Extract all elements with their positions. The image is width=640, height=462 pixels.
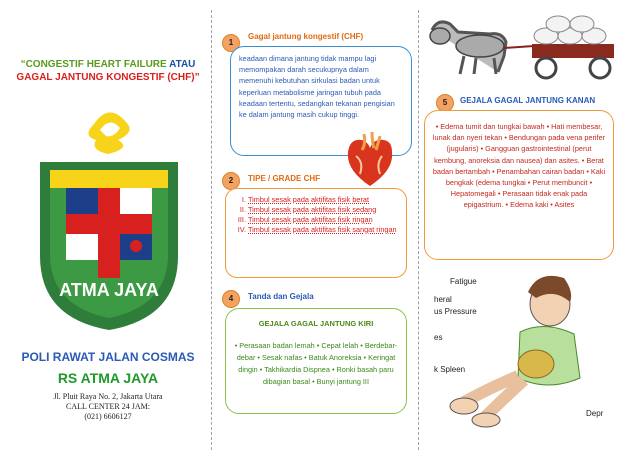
label-spleen: k Spleen <box>434 365 466 374</box>
label-fatigue: Fatigue <box>450 277 477 286</box>
section1-number: 1 <box>222 34 240 52</box>
section5-heading: GEJALA GAGAL JANTUNG KANAN <box>460 96 596 105</box>
section2-number: 2 <box>222 172 240 190</box>
left-heart-failure-box <box>225 308 407 414</box>
title-part-1: “CONGESTIF HEART FAILURE <box>20 59 170 70</box>
label-peripheral: heral <box>434 295 452 304</box>
title-part-2: ATAU <box>169 59 196 70</box>
address-line: Jl. Pluit Raya No. 2, Jakarta Utara <box>53 392 163 401</box>
chf-grade-list <box>226 195 406 235</box>
hospital-name: RS ATMA JAYA <box>57 370 159 386</box>
chf-grade-box <box>225 188 407 278</box>
grade-item: II. Timbul sesak pada aktifitas fisik sedang <box>248 205 406 215</box>
left-heart-failure-title: GEJALA GAGAL JANTUNG KIRI <box>258 319 374 328</box>
section1-heading: Gagal jantung kongestif (CHF) <box>248 32 364 41</box>
heart-illustration <box>342 130 398 190</box>
label-es: es <box>434 333 443 342</box>
phone-number: (021) 6606127 <box>84 412 132 421</box>
section4-number: 4 <box>222 290 240 308</box>
grade-item: IV. Timbul sesak pada aktifitas fisik sangat ringan <box>248 225 406 235</box>
call-center-label: CALL CENTER 24 JAM: <box>66 402 150 411</box>
patient-illustration <box>424 268 620 428</box>
panel-divider-right <box>418 10 419 450</box>
title-part-3: GAGAL JANTUNG KONGESTIF (CHF)” <box>16 72 200 83</box>
right-heart-failure-box <box>424 110 614 260</box>
label-pressure: us Pressure <box>434 307 477 316</box>
grade-item: III. Timbul sesak pada aktifitas fisik ringan <box>248 215 406 225</box>
left-heart-failure-symptoms: • Perasaan badan lemah • Cepat lelah • Berdebar-debar • Sesak nafas • Batuk Anoreksia • Keringat dingin • Takhikardia Dispnea • Ronki basah paru dibagian basal • Bunyi jantung III <box>234 341 398 386</box>
clinic-name: POLI RAWAT JALAN COSMAS <box>21 350 195 364</box>
section2-heading: TIPE / GRADE CHF <box>248 174 321 183</box>
label-depression: Depr <box>586 409 604 418</box>
section4-heading: Tanda dan Gejala <box>248 292 314 301</box>
grade-item: I. Timbul sesak pada aktifitas fisik berat <box>248 195 406 205</box>
section5-number: 5 <box>436 94 454 112</box>
panel-divider-left <box>211 10 212 450</box>
brochure-title <box>10 58 206 84</box>
definition-text: keadaan dimana jantung tidak mampu lagi memompakan darah secukupnya dalam memenuhi kebutuhan sirkulasi badan untuk keperluan metabolisme jaringan tubuh pada keadaan tertentu, sedangkan tekanan pengisian ke dalam jantung masih cukup tinggi. <box>239 54 395 120</box>
donkey-cart-illustration <box>424 12 620 84</box>
atma-jaya-logo <box>36 96 182 332</box>
logo-text: ATMA JAYA <box>59 280 159 300</box>
address-block <box>10 392 206 422</box>
right-heart-failure-symptoms: • Edema tumit dan tungkai bawah • Hati membesar, lunak dan nyeri tekan • Bendungan pada vena perifer (jugularis) • Gangguan gastrointestinal (perut kembung, anoreksia dan nausea) dan asites. • Berat badan bertambah • Penambahan cairan badan • Kaki bengkak (edema tungkai • Perut membuncit • Hepatomegali • Perasaan tidak enak pada epigastrium. • Edema kaki • Asites <box>432 122 606 210</box>
